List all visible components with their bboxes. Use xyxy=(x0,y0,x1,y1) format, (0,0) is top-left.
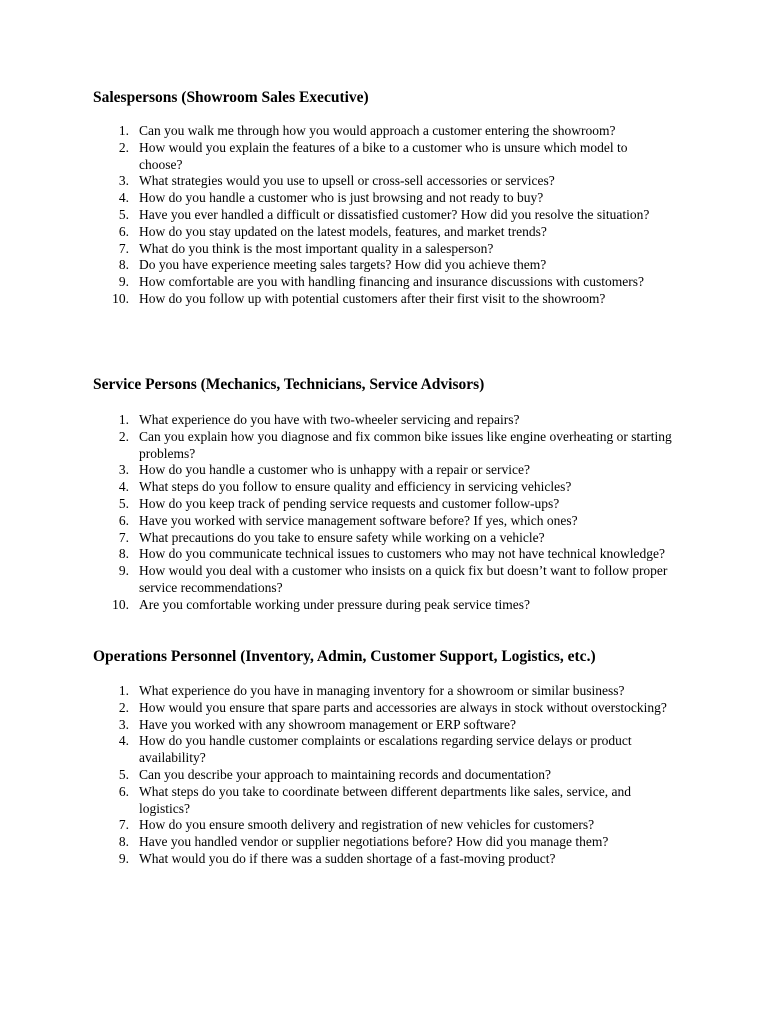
list-item: 9. How would you deal with a customer who insists on a quick fix but doesn’t want to follow proper service recommendations? xyxy=(118,563,668,595)
list-item: 5. Can you describe your approach to maintaining records and documentation? xyxy=(118,766,551,782)
question-list xyxy=(93,683,693,868)
list-item: 5. Have you ever handled a difficult or dissatisfied customer? How did you resolve the situation? xyxy=(118,206,650,222)
section-salespersons xyxy=(93,88,693,308)
list-item: 8. How do you communicate technical issues to customers who may not have technical knowledge? xyxy=(118,546,665,562)
list-item: 6. What steps do you take to coordinate between different departments like sales, service, and logistics? xyxy=(118,783,631,816)
list-item: 7. What precautions do you take to ensure safety while working on a vehicle? xyxy=(118,529,545,545)
list-item: 8. Have you handled vendor or supplier negotiations before? How did you manage them? xyxy=(118,834,609,850)
section-operations-personnel xyxy=(93,647,693,868)
list-item: 1. Can you walk me through how you would approach a customer entering the showroom? xyxy=(118,123,616,138)
section-title: Operations Personnel (Inventory, Admin, Customer Support, Logistics, etc.) xyxy=(93,648,596,665)
list-item: 4. How do you handle customer complaints or escalations regarding service delays or product availability? xyxy=(118,733,632,766)
list-item: 6. Have you worked with service management software before? If yes, which ones? xyxy=(118,512,578,528)
list-item: 4. How do you handle a customer who is just browsing and not ready to buy? xyxy=(118,190,544,206)
section-service-persons xyxy=(93,375,693,614)
list-item: 4. What steps do you follow to ensure quality and efficiency in servicing vehicles? xyxy=(118,479,572,495)
list-item: 6. How do you stay updated on the latest models, features, and market trends? xyxy=(118,223,547,239)
list-item: 10. How do you follow up with potential customers after their first visit to the showroom? xyxy=(112,290,606,306)
list-item: 2. How would you explain the features of a bike to a customer who is unsure which model to choose? xyxy=(118,139,628,172)
list-item: 7. How do you ensure smooth delivery and registration of new vehicles for customers? xyxy=(118,817,595,833)
list-item: 3. How do you handle a customer who is unhappy with a repair or service? xyxy=(118,462,531,478)
section-title: Service Persons (Mechanics, Technicians, Service Advisors) xyxy=(93,376,485,393)
list-item: 3. What strategies would you use to upsell or cross-sell accessories or services? xyxy=(118,173,555,189)
question-list xyxy=(93,123,693,308)
list-item: 9. How comfortable are you with handling financing and insurance discussions with customers? xyxy=(118,274,645,290)
list-item: 2. Can you explain how you diagnose and fix common bike issues like engine overheating or starting problems? xyxy=(118,428,672,461)
section-title: Salespersons (Showroom Sales Executive) xyxy=(93,89,369,106)
list-item: 8. Do you have experience meeting sales targets? How did you achieve them? xyxy=(118,257,547,273)
list-item: 7. What do you think is the most important quality in a salesperson? xyxy=(118,240,494,256)
list-item: 5. How do you keep track of pending service requests and customer follow-ups? xyxy=(118,495,560,511)
list-item: 9. What would you do if there was a sudden shortage of a fast-moving product? xyxy=(118,850,556,866)
list-item: 10. Are you comfortable working under pressure during peak service times? xyxy=(112,596,530,612)
question-list xyxy=(93,412,693,614)
list-item: 3. Have you worked with any showroom management or ERP software? xyxy=(118,716,517,732)
list-item: 2. How would you ensure that spare parts and accessories are always in stock without overstocking? xyxy=(118,699,667,715)
list-item: 1. What experience do you have in managing inventory for a showroom or similar business? xyxy=(118,683,625,698)
list-item: 1. What experience do you have with two-wheeler servicing and repairs? xyxy=(118,412,520,427)
